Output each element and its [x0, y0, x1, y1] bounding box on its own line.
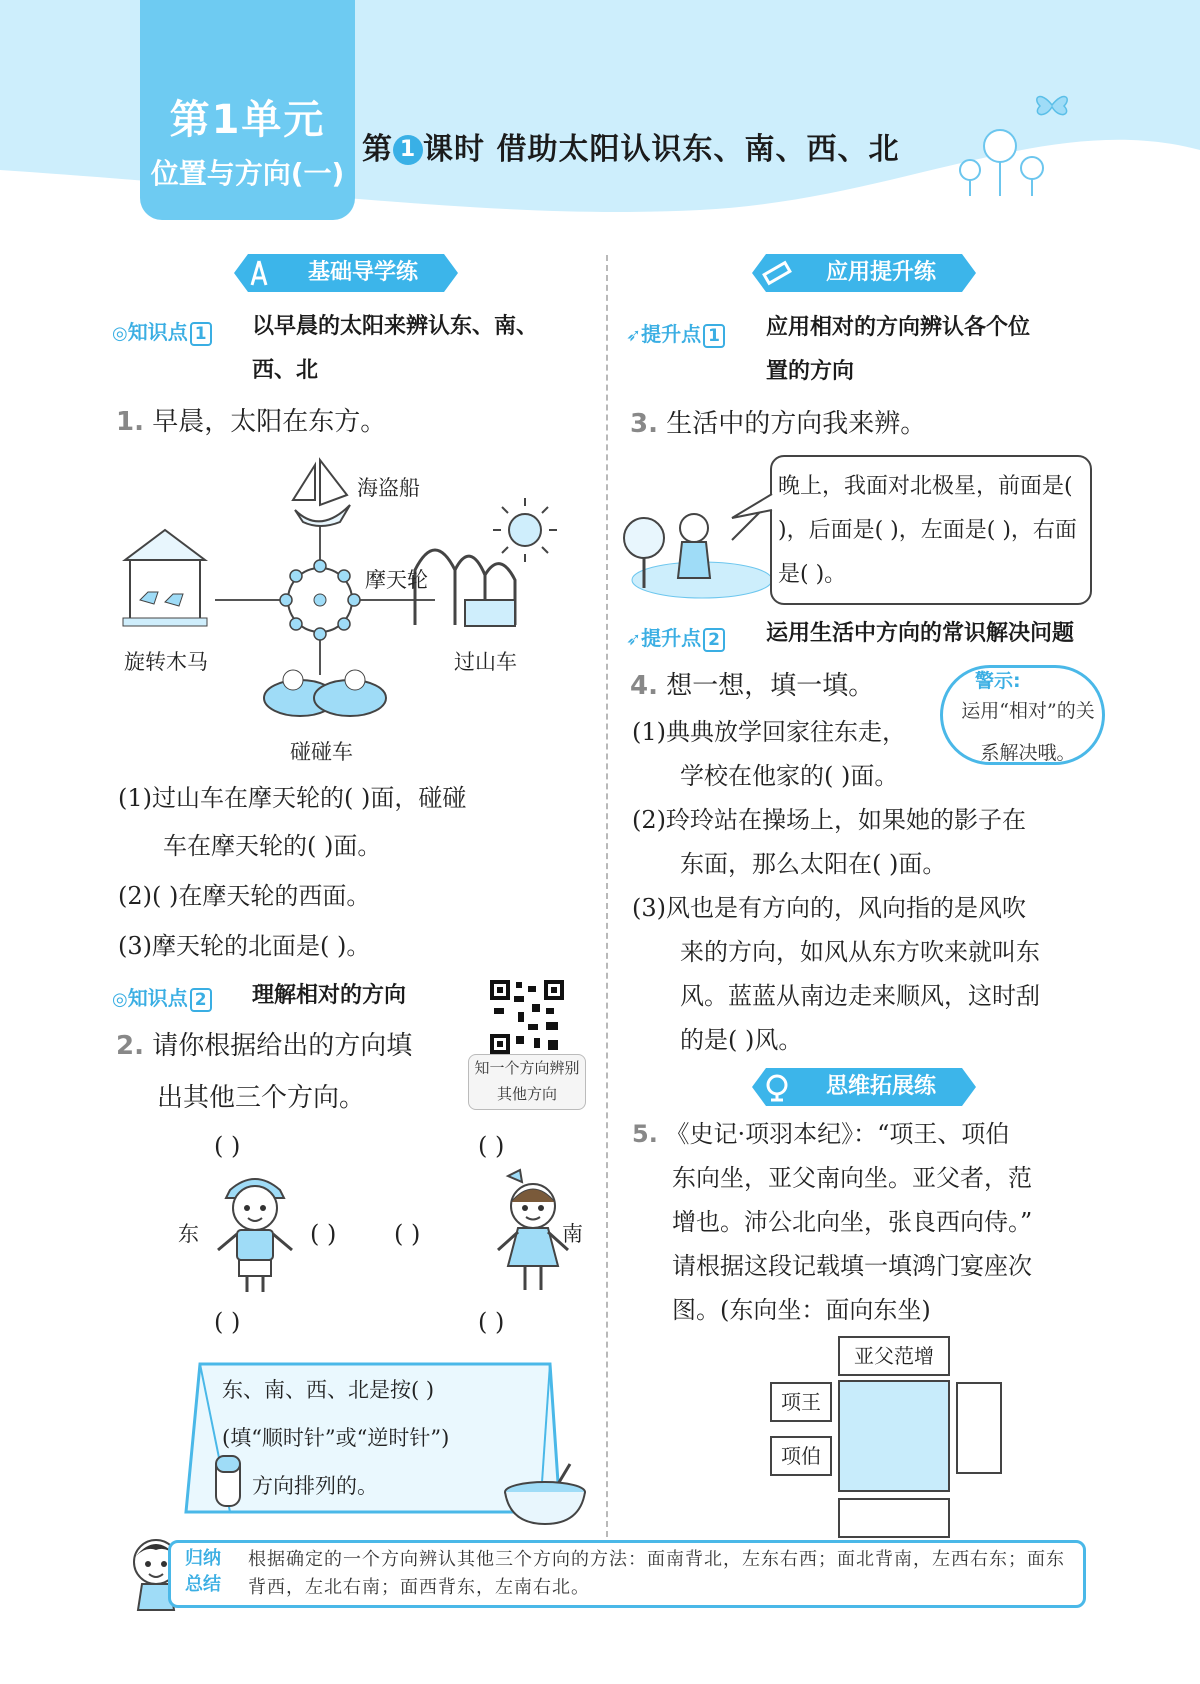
- seat-right-blank[interactable]: [956, 1382, 1002, 1474]
- speech-bubble-text: 晚上，我面对北极星，前面是( )，后面是( )，左面是( )，右面是( )。: [778, 474, 1077, 587]
- question-3-title: 3. 生活中的方向我来辨。: [630, 409, 927, 439]
- warning-tip-text: 运用“相对”的关系解决哦。: [961, 700, 1095, 764]
- improvement-point-2-text: 运用生活中方向的常识解决问题: [766, 621, 1075, 646]
- question-5-line-2: 东向坐，亚父南向坐。亚父者，范: [672, 1164, 1032, 1192]
- boy-blank-right: ( ): [310, 1220, 337, 1248]
- question-4-line-2: 学校在他家的( )面。: [680, 762, 899, 790]
- column-divider: [606, 255, 608, 1537]
- globe-icon: [762, 1072, 792, 1102]
- girl-figure-icon: [488, 1166, 578, 1298]
- question-1-line-4: (3)摩天轮的北面是( )。: [118, 932, 371, 960]
- boy-blank-bottom: ( ): [214, 1308, 241, 1336]
- lesson-title: 第 1 课时 借助太阳认识东、南、西、北: [362, 132, 900, 167]
- banner-application-practice: 应用提升练: [752, 254, 976, 292]
- seat-left-1: 项王: [770, 1382, 832, 1422]
- question-1-line-2: 车在摩天轮的( )面。: [163, 832, 382, 860]
- question-4-line-1: (1)典典放学回家往东走，: [632, 718, 906, 746]
- seat-bottom-blank[interactable]: [838, 1498, 950, 1538]
- warning-tip-title: 警示:: [975, 670, 1021, 692]
- qr-code-label: 知一个方向辨别其他方向: [468, 1054, 586, 1110]
- question-4-line-4: 东面，那么太阳在( )面。: [680, 850, 947, 878]
- ferris-wheel-icon: [280, 560, 360, 640]
- unit-subtitle: 位置与方向(一): [150, 157, 345, 190]
- map-label-bumper-cars: 碰碰车: [290, 740, 353, 764]
- question-5-line-1: 5. 《史记·项羽本纪》：“项王、项伯: [632, 1120, 1010, 1148]
- bowl-icon: [500, 1460, 590, 1530]
- improvement-point-2-tag: ➶提升点 2: [626, 622, 725, 652]
- pirate-ship-icon: [293, 460, 350, 526]
- roller-coaster-icon: [415, 550, 515, 626]
- question-2-title: 2. 请你根据给出的方向填: [116, 1031, 413, 1061]
- map-label-pirate-ship: 海盗船: [357, 476, 420, 500]
- knowledge-point-2-tag: ◎知识点 2: [112, 982, 212, 1012]
- sun-icon: [493, 498, 557, 562]
- question-4-line-5: (3)风也是有方向的，风向指的是风吹: [632, 894, 1026, 922]
- eraser-icon: [212, 1450, 244, 1510]
- knowledge-point-1-tag: ◎知识点 1: [112, 316, 212, 346]
- speech-bubble-tail: [730, 492, 774, 520]
- amusement-park-map: [115, 450, 575, 760]
- question-1-title: 1. 早晨，太阳在东方。: [116, 407, 387, 437]
- carousel-icon: [123, 530, 207, 626]
- butterfly-icon: [1030, 90, 1075, 120]
- question-2-title-line-2: 出其他三个方向。: [157, 1083, 366, 1113]
- map-label-carousel: 旋转木马: [124, 650, 208, 674]
- question-5-line-5: 图。(东向坐：面向东坐): [672, 1296, 931, 1324]
- seat-top: 亚父范增: [838, 1336, 950, 1376]
- girl-blank-top: ( ): [478, 1132, 505, 1160]
- girl-given-direction: 南: [562, 1222, 583, 1246]
- boy-blank-top: ( ): [214, 1132, 241, 1160]
- seat-left-2: 项伯: [770, 1436, 832, 1476]
- knowledge-point-1-text: 以早晨的太阳来辨认东、南、 西、北: [252, 314, 539, 383]
- unit-title: 第1单元: [169, 97, 326, 143]
- bumper-cars-icon: [264, 670, 386, 716]
- banner-basic-practice: 基础导学练: [234, 254, 458, 292]
- rule-card-line-2: (填“顺时针”或“逆时针”): [222, 1426, 450, 1450]
- girl-blank-left: ( ): [394, 1220, 421, 1248]
- banner-thinking-extension: 思维拓展练: [752, 1068, 976, 1106]
- map-label-ferris-wheel: 摩天轮: [365, 568, 428, 592]
- question-1-line-1: (1)过山车在摩天轮的( )面，碰碰: [118, 784, 467, 812]
- summary-text: 根据确定的一个方向辨认其他三个方向的方法：面南背北，左东右西；面北背南，左西右东；面东背西，左北右南；面西背东，左南右北。: [248, 1549, 1065, 1598]
- improvement-point-1-text: 应用相对的方向辨认各个位 置的方向: [766, 315, 1031, 384]
- question-4-line-6: 来的方向，如风从东方吹来就叫东: [680, 938, 1040, 966]
- question-5-line-4: 请根据这段记载填一填鸿门宴座次: [672, 1252, 1032, 1280]
- question-4-line-7: 风。蓝蓝从南边走来顺风，这时刮: [680, 982, 1040, 1010]
- improvement-point-1-tag: ➶提升点 1: [626, 318, 725, 348]
- banquet-table: [838, 1380, 950, 1492]
- rule-card-line-1: 东、南、西、北是按( ): [222, 1378, 435, 1402]
- ruler-icon: [762, 258, 792, 288]
- rule-card-line-3: 方向排列的。: [252, 1474, 378, 1498]
- question-4-title: 4. 想一想，填一填。: [630, 671, 875, 701]
- question-1-line-3: (2)( )在摩天轮的西面。: [118, 882, 371, 910]
- boy-figure-icon: [212, 1168, 298, 1298]
- girl-blank-bottom: ( ): [478, 1308, 505, 1336]
- map-label-roller-coaster: 过山车: [454, 650, 517, 674]
- question-4-line-3: (2)玲玲站在操场上，如果她的影子在: [632, 806, 1026, 834]
- qr-code-icon[interactable]: [488, 978, 566, 1056]
- boy-given-direction: 东: [178, 1222, 199, 1246]
- question-5-line-3: 增也。沛公北向坐，张良西向侍。”: [672, 1208, 1033, 1236]
- compass-icon: [244, 258, 274, 288]
- summary-label: 归纳总结: [185, 1548, 221, 1595]
- sunflower-decoration-icon: [950, 118, 1050, 198]
- knowledge-point-2-text: 理解相对的方向: [252, 983, 407, 1008]
- lesson-number-badge: 1: [393, 135, 423, 165]
- question-4-line-8: 的是( )风。: [680, 1026, 803, 1054]
